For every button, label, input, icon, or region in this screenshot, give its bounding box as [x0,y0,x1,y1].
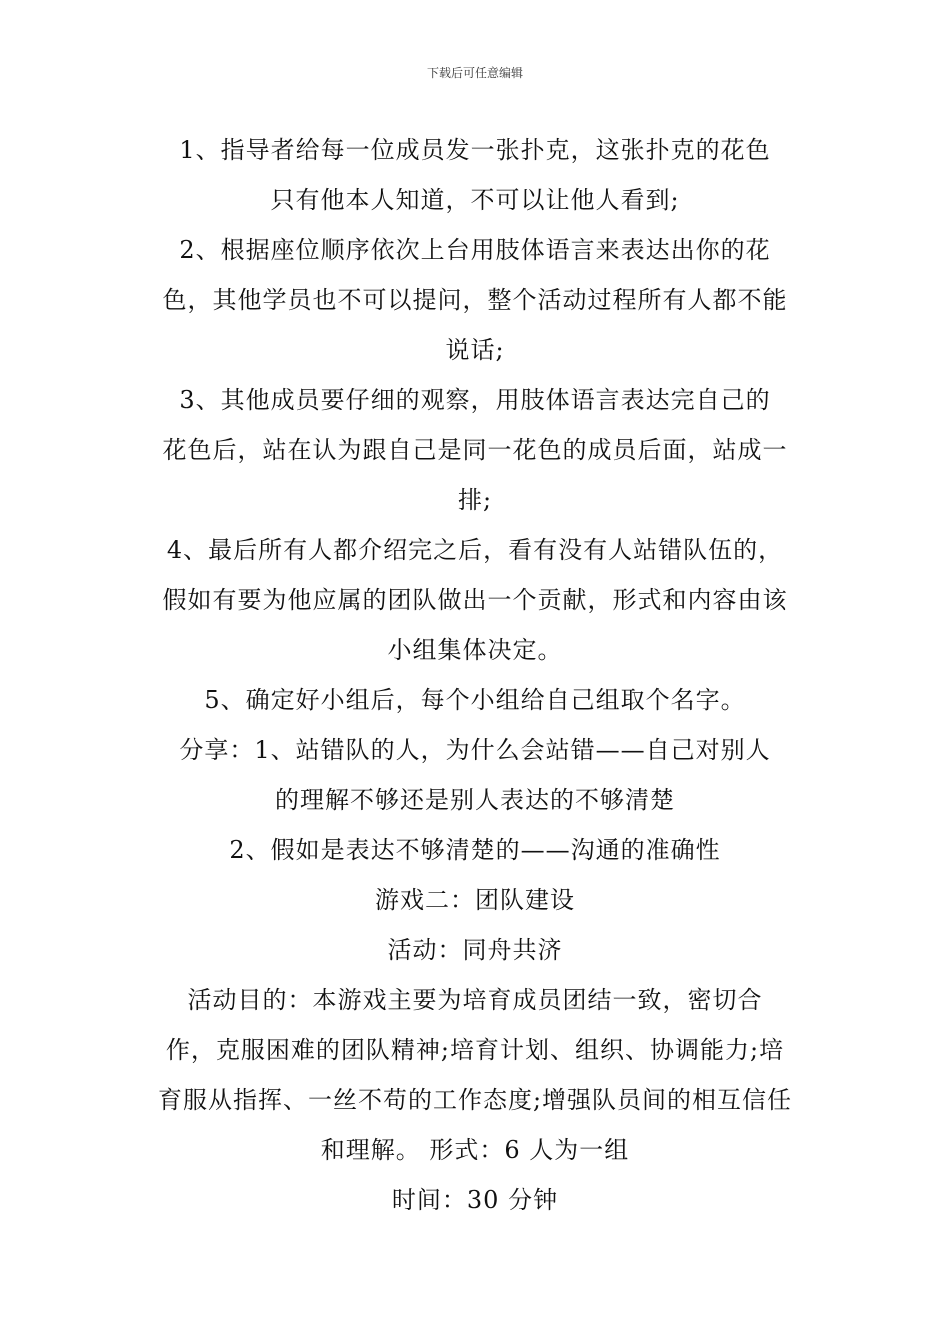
paragraph-line: 色，其他学员也不可以提问，整个活动过程所有人都不能 [162,286,788,314]
paragraph-line: 育服从指挥、一丝不苟的工作态度;增强队员间的相互信任 [157,1086,793,1114]
paragraph-line: 小组集体决定。 [387,636,563,664]
page-header: 下载后可任意编辑 [426,66,523,80]
paragraph-line: 1、指导者给每一位成员发一张扑克，这张扑克的花色 [179,136,771,164]
paragraph-line: 只有他本人知道，不可以让他人看到; [270,186,680,214]
activity-title: 活动：同舟共济 [387,936,563,964]
paragraph-line: 排; [457,486,493,514]
paragraph-line: 和理解。 形式：6 人为一组 [320,1136,630,1164]
section-title: 游戏二：团队建设 [375,886,575,914]
paragraph-line: 4、最后所有人都介绍完之后，看有没有人站错队伍的， [166,536,784,564]
paragraph-line: 2、假如是表达不够清楚的——沟通的准确性 [229,836,721,864]
paragraph-line: 的理解不够还是别人表达的不够清楚 [275,786,675,814]
paragraph-line: 2、根据座位顺序依次上台用肢体语言来表达出你的花 [179,236,771,264]
paragraph-line: 3、其他成员要仔细的观察，用肢体语言表达完自己的 [179,386,771,414]
paragraph-line: 花色后，站在认为跟自己是同一花色的成员后面，站成一 [162,436,788,464]
paragraph-line: 作，克服困难的团队精神;培育计划、组织、协调能力;培 [165,1036,785,1064]
paragraph-line: 时间：30 分钟 [391,1186,559,1214]
paragraph-line: 分享：1、站错队的人，为什么会站错——自己对别人 [179,736,771,764]
paragraph-line: 5、确定好小组后，每个小组给自己组取个名字。 [204,686,746,714]
paragraph-line: 活动目的：本游戏主要为培育成员团结一致，密切合 [187,986,763,1014]
paragraph-line: 假如有要为他应属的团队做出一个贡献，形式和内容由该 [162,586,788,614]
paragraph-line: 说话; [445,336,505,364]
